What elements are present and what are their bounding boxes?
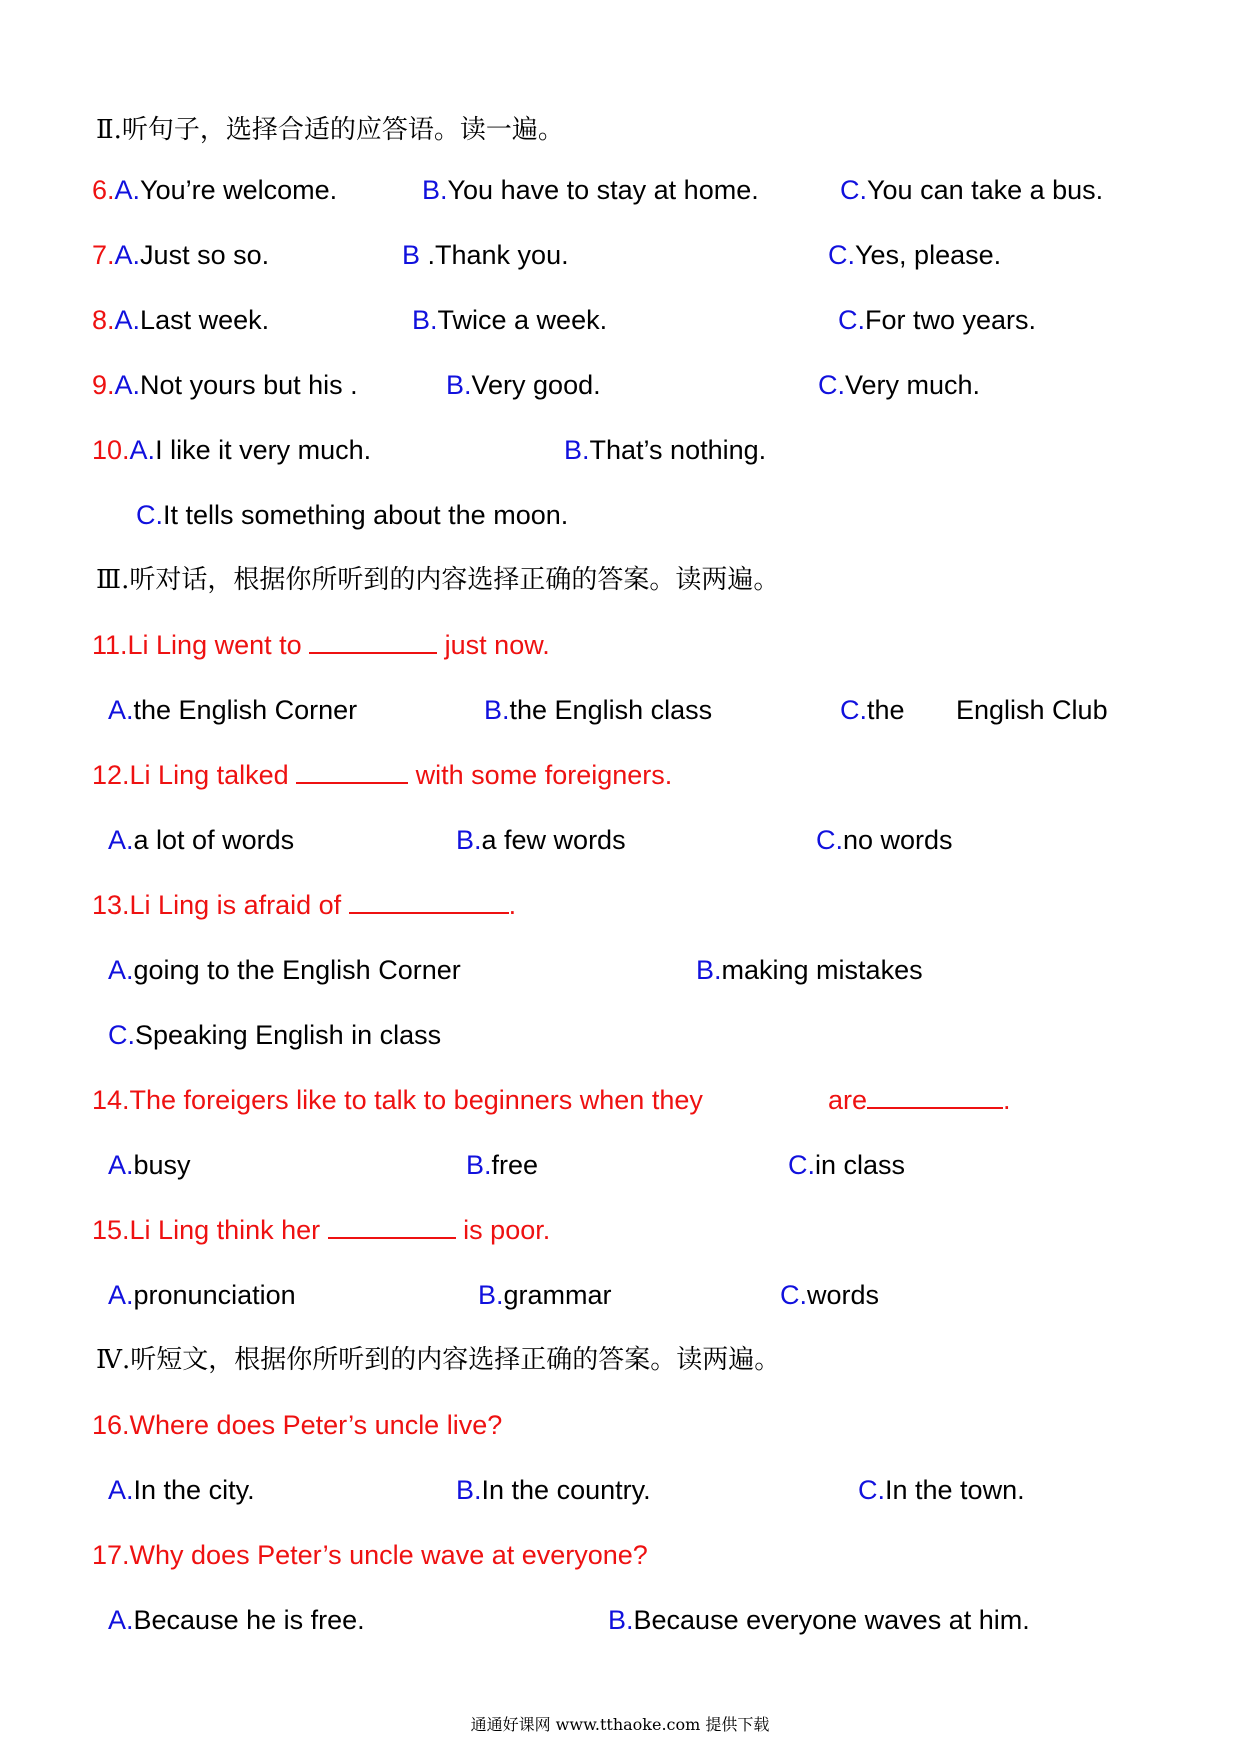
option-b-label[interactable]: B. — [456, 825, 482, 855]
option-a-text: a lot of words — [133, 825, 295, 855]
option-a-text: busy — [133, 1150, 191, 1180]
option-c-label[interactable]: C. — [840, 175, 867, 205]
question-number: 10. — [92, 435, 130, 465]
option-b-text: Twice a week. — [437, 305, 608, 335]
option-c-text: You can take a bus. — [867, 175, 1104, 205]
option-b-text: free — [491, 1150, 539, 1180]
option-a-label[interactable]: A. — [108, 695, 134, 725]
option-c-text: words — [807, 1280, 880, 1310]
question-stem-end: is poor. — [455, 1215, 551, 1245]
question-stem-end: with some foreigners. — [408, 760, 673, 790]
option-c-label[interactable]: C. — [828, 240, 855, 270]
option-a-text: Because he is free. — [133, 1605, 365, 1635]
option-b-label[interactable]: B. — [564, 435, 590, 465]
option-a-text: In the city. — [133, 1475, 255, 1505]
option-a-label[interactable]: A. — [114, 240, 141, 270]
option-b-label[interactable]: B. — [608, 1605, 634, 1635]
option-c-text: Speaking English in class — [135, 1020, 442, 1050]
page-footer: 通通好课网 www.tthaoke.com 提供下载 — [470, 1715, 770, 1734]
option-b-label[interactable]: B. — [478, 1280, 504, 1310]
option-b-text: That’s nothing. — [589, 435, 767, 465]
option-a-label[interactable]: A. — [114, 305, 141, 335]
option-a-label[interactable]: A. — [114, 370, 141, 400]
option-a-text: Just so so. — [140, 240, 270, 270]
question-number: 9. — [92, 370, 115, 400]
answer-blank[interactable] — [296, 758, 408, 784]
option-b-label[interactable]: B. — [446, 370, 472, 400]
option-c-text: the — [867, 695, 905, 725]
option-a-label[interactable]: A. — [114, 175, 141, 205]
option-c-label[interactable]: C. — [816, 825, 843, 855]
option-c-text: Very much. — [845, 370, 981, 400]
option-c-text-continued: English Club — [956, 695, 1108, 725]
question-stem-end: . — [1003, 1085, 1011, 1115]
option-c-label[interactable]: C. — [858, 1475, 885, 1505]
question-number: 8. — [92, 305, 115, 335]
option-b-label[interactable]: B. — [412, 305, 438, 335]
question-stem-start: 13.Li Ling is afraid of — [92, 890, 349, 920]
option-c-label[interactable]: C. — [838, 305, 865, 335]
option-a-text: going to the English Corner — [133, 955, 461, 985]
section-3-heading-text: Ⅲ.听对话，根据你所听到的内容选择正确的答案。读两遍。 — [96, 565, 780, 595]
option-c-label[interactable]: C. — [818, 370, 845, 400]
question-stem-start: 14.The foreigers like to talk to beginners when they — [92, 1085, 703, 1115]
option-b-label[interactable]: B. — [422, 175, 448, 205]
option-b-text: a few words — [481, 825, 626, 855]
option-a-text: Not yours but his . — [140, 370, 358, 400]
option-a-label[interactable]: A. — [108, 1280, 134, 1310]
option-a-label[interactable]: A. — [108, 1475, 134, 1505]
option-b-text: Because everyone waves at him. — [633, 1605, 1030, 1635]
section-4-heading-text: Ⅳ.听短文，根据你所听到的内容选择正确的答案。读两遍。 — [96, 1345, 781, 1375]
option-a-text: pronunciation — [133, 1280, 296, 1310]
option-b-label[interactable]: B. — [484, 695, 510, 725]
section-2-heading-text: Ⅱ.听句子，选择合适的应答语。读一遍。 — [96, 115, 564, 145]
question-stem-middle: are — [828, 1085, 868, 1115]
option-a-text: the English Corner — [133, 695, 358, 725]
option-a-label[interactable]: A. — [108, 955, 134, 985]
option-b-label[interactable]: B. — [696, 955, 722, 985]
option-b-text: grammar — [503, 1280, 612, 1310]
option-a-text: Last week. — [140, 305, 270, 335]
option-a-label[interactable]: A. — [108, 1605, 134, 1635]
option-a-label[interactable]: A. — [108, 825, 134, 855]
question-number: 7. — [92, 240, 115, 270]
option-a-label[interactable]: A. — [129, 435, 156, 465]
option-b-text: the English class — [509, 695, 713, 725]
option-c-text: It tells something about the moon. — [163, 500, 569, 530]
option-c-label[interactable]: C. — [840, 695, 867, 725]
option-b-label[interactable]: B — [402, 240, 421, 270]
option-a-label[interactable]: A. — [108, 1150, 134, 1180]
option-c-text: Yes, please. — [855, 240, 1002, 270]
option-a-text: You’re welcome. — [140, 175, 338, 205]
question-stem-end: just now. — [437, 630, 550, 660]
option-c-text: no words — [843, 825, 953, 855]
question-stem: 17.Why does Peter’s uncle wave at everyone? — [92, 1540, 648, 1570]
answer-blank[interactable] — [867, 1083, 1003, 1109]
option-b-text: In the country. — [481, 1475, 651, 1505]
question-number: 6. — [92, 175, 115, 205]
answer-blank[interactable] — [349, 888, 509, 914]
question-stem-end: . — [508, 890, 517, 920]
option-c-label[interactable]: C. — [108, 1020, 135, 1050]
option-b-label[interactable]: B. — [466, 1150, 492, 1180]
question-stem: 16.Where does Peter’s uncle live? — [92, 1410, 503, 1440]
answer-blank[interactable] — [309, 628, 437, 654]
option-a-text: I like it very much. — [155, 435, 372, 465]
option-c-label[interactable]: C. — [788, 1150, 815, 1180]
question-stem-start: 12.Li Ling talked — [92, 760, 297, 790]
option-c-text: For two years. — [865, 305, 1037, 335]
option-c-label[interactable]: C. — [780, 1280, 807, 1310]
answer-blank[interactable] — [328, 1213, 456, 1239]
question-stem-start: 15.Li Ling think her — [92, 1215, 328, 1245]
option-c-text: In the town. — [885, 1475, 1025, 1505]
option-b-text: .Thank you. — [420, 240, 569, 270]
option-b-text: You have to stay at home. — [447, 175, 759, 205]
option-b-text: Very good. — [471, 370, 601, 400]
question-stem-start: 11.Li Ling went to — [92, 630, 310, 660]
option-b-label[interactable]: B. — [456, 1475, 482, 1505]
option-c-text: in class — [815, 1150, 906, 1180]
option-c-label[interactable]: C. — [136, 500, 163, 530]
option-b-text: making mistakes — [721, 955, 923, 985]
